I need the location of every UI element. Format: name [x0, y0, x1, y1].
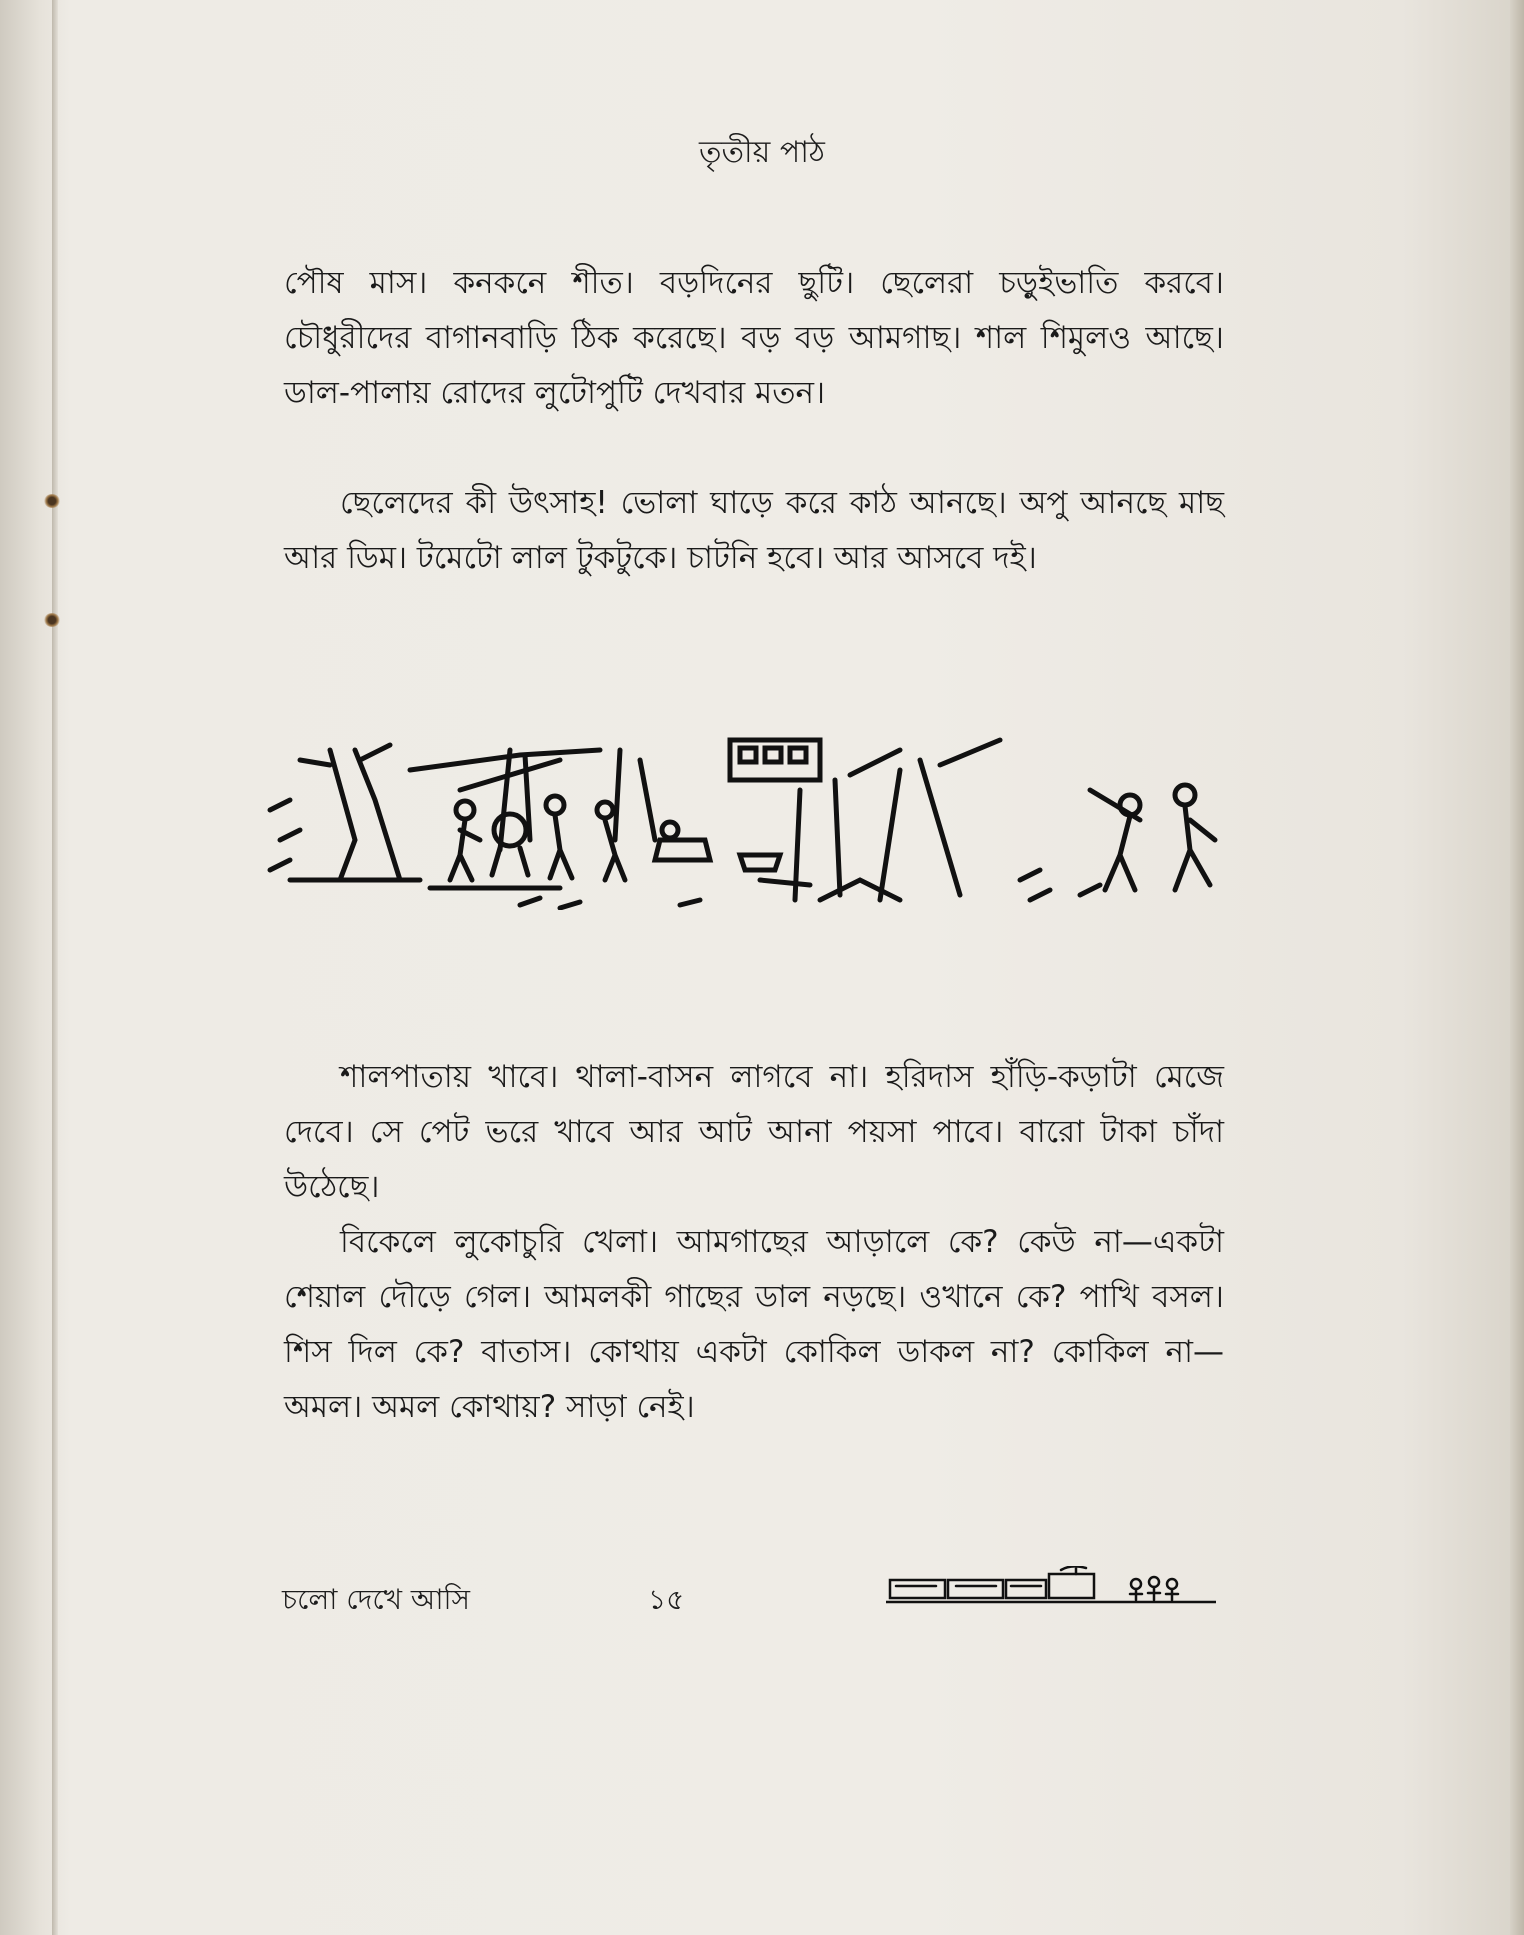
page-edge — [1510, 0, 1524, 1935]
staple-mark — [44, 613, 60, 627]
picnic-illustration — [260, 730, 1230, 910]
paragraph-1: পৌষ মাস। কনকনে শীত। বড়দিনের ছুটি। ছেলেরা চড়ুইভাতি করবে। চৌধুরীদের বাগানবাড়ি ঠিক করেছে। বড় বড় আমগাছ। শাল শিমুলও আছে। ডাল-পালায় রোদের লুটোপুটি দেখবার মতন। — [284, 265, 1224, 411]
page-binding — [52, 0, 58, 1935]
book-title: চলো দেখে আসি — [282, 1583, 471, 1616]
page-number: ১৫ — [648, 1583, 685, 1616]
train-illustration — [886, 1566, 1216, 1610]
staple-mark — [44, 494, 60, 508]
paragraph-4: বিকেলে লুকোচুরি খেলা। আমগাছের আড়ালে কে? কেউ না—একটা শেয়াল দৌড়ে গেল। আমলকী গাছের ডাল নড়ছে। ওখানে কে? পাখি বসল। শিস দিল কে? বাতাস। কোথায় একটা কোকিল ডাকল না? কোকিল না—অমল। অমল কোথায়? সাড়া নেই। — [284, 1224, 1224, 1425]
paragraph-2: ছেলেদের কী উৎসাহ! ভোলা ঘাড়ে করে কাঠ আনছে। অপু আনছে মাছ আর ডিম। টমেটো লাল টুকটুকে। চাটনি হবে। আর আসবে দই। — [284, 485, 1224, 576]
paragraph-3: শালপাতায় খাবে। থালা-বাসন লাগবে না। হরিদাস হাঁড়ি-কড়াটা মেজে দেবে। সে পেট ভরে খাবে আর আট আনা পয়সা পাবে। বারো টাকা চাঁদা উঠেছে। — [284, 1059, 1224, 1205]
lesson-heading: তৃতীয় পাঠ — [699, 135, 825, 170]
